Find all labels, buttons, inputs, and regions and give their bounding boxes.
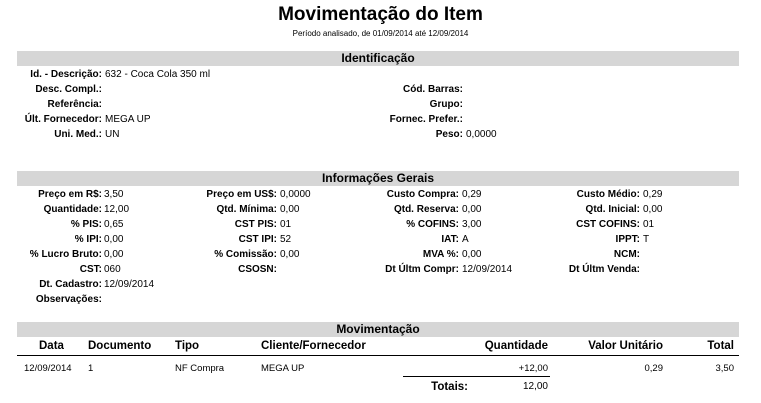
totals-rule [403, 376, 550, 377]
id-descricao-label: Id. - Descrição: [30, 69, 102, 80]
ult-fornecedor-value: MEGA UP [105, 114, 151, 125]
row-cliente: MEGA UP [261, 363, 305, 374]
dt-cadastro-value: 12/09/2014 [104, 279, 155, 290]
ipi-label: % IPI: [74, 234, 102, 245]
totais-label: Totais: [431, 381, 468, 393]
csosn-label: CSOSN: [238, 264, 277, 275]
quantidade-label: Quantidade: [43, 204, 102, 215]
mva-value: 0,00 [462, 249, 482, 260]
cst-pis-label: CST PIS: [234, 219, 277, 230]
dt-ultm-compr-label: Dt Últm Compr: [385, 264, 459, 275]
row-tipo: NF Compra [175, 363, 225, 374]
desc-compl-label: Desc. Compl.: [35, 84, 102, 95]
uni-med-label: Uni. Med.: [54, 129, 102, 140]
custo-medio-label: Custo Médio: [576, 189, 640, 200]
cod-barras-label: Cód. Barras: [402, 84, 463, 95]
custo-compra-value: 0,29 [462, 189, 482, 200]
pis-value: 0,65 [104, 219, 124, 230]
row-data: 12/09/2014 [24, 363, 72, 374]
table-header-rule [17, 355, 739, 356]
cofins-label: % COFINS: [406, 219, 459, 230]
qtd-inicial-value: 0,00 [643, 204, 663, 215]
column-header-cliente: Cliente/Fornecedor [261, 340, 366, 352]
comissao-value: 0,00 [280, 249, 300, 260]
qtd-minima-value: 0,00 [280, 204, 300, 215]
dt-ultm-compr-value: 12/09/2014 [462, 264, 513, 275]
column-header-quantidade: Quantidade [484, 340, 548, 352]
mva-label: MVA %: [422, 249, 459, 260]
column-header-tipo: Tipo [175, 340, 200, 352]
iat-label: IAT: [441, 234, 459, 245]
grupo-label: Grupo: [429, 99, 463, 110]
row-documento: 1 [88, 363, 94, 374]
cst-cofins-label: CST COFINS: [576, 219, 640, 230]
lucro-bruto-label: % Lucro Bruto: [29, 249, 102, 260]
qtd-reserva-label: Qtd. Reserva: [393, 204, 459, 215]
fornec-prefer-label: Fornec. Prefer.: [389, 114, 463, 125]
row-total: 3,50 [715, 363, 734, 374]
ippt-value: T [643, 234, 650, 245]
cst-pis-value: 01 [280, 219, 292, 230]
preco-us-value: 0,0000 [280, 189, 311, 200]
cst-ipi-label: CST IPI: [238, 234, 277, 245]
qtd-reserva-value: 0,00 [462, 204, 482, 215]
column-header-data: Data [39, 340, 64, 352]
custo-medio-value: 0,29 [643, 189, 663, 200]
cst-value: 060 [104, 264, 121, 275]
row-quantidade: +12,00 [518, 363, 548, 374]
comissao-label: % Comissão: [214, 249, 277, 260]
column-header-valor-unitario: Valor Unitário [588, 340, 663, 352]
ipi-value: 0,00 [104, 234, 124, 245]
cst-label: CST: [79, 264, 102, 275]
custo-compra-label: Custo Compra: [386, 189, 459, 200]
column-header-total: Total [707, 340, 734, 352]
id-descricao-value: 632 - Coca Cola 350 ml [105, 69, 211, 80]
peso-label: Peso: [435, 129, 463, 140]
ncm-label: NCM: [613, 249, 640, 260]
pis-label: % PIS: [70, 219, 102, 230]
dt-ultm-venda-label: Dt Últm Venda: [568, 264, 640, 275]
preco-rs-label: Preço em R$: [38, 189, 102, 200]
ippt-label: IPPT: [615, 234, 640, 245]
column-header-documento: Documento [88, 340, 152, 352]
report-title: Movimentação do Item [278, 4, 483, 25]
section-header-movimentacao: Movimentação [17, 322, 739, 337]
section-header-informacoes-gerais: Informações Gerais [17, 171, 739, 186]
report-period: Período analisado, de 01/09/2014 até 12/09/2014 [292, 29, 469, 38]
iat-value: A [462, 234, 469, 245]
observacoes-label: Observações: [35, 294, 102, 305]
qtd-inicial-label: Qtd. Inicial: [585, 204, 640, 215]
qtd-minima-label: Qtd. Mínima: [216, 204, 277, 215]
totais-quantidade: 12,00 [522, 381, 548, 392]
uni-med-value: UN [105, 129, 120, 140]
preco-us-label: Preço em US$: [206, 189, 277, 200]
cst-cofins-value: 01 [643, 219, 655, 230]
cofins-value: 3,00 [462, 219, 482, 230]
row-valor-unitario: 0,29 [644, 363, 663, 374]
preco-rs-value: 3,50 [104, 189, 124, 200]
quantidade-value: 12,00 [104, 204, 130, 215]
peso-value: 0,0000 [466, 129, 497, 140]
referencia-label: Referência: [47, 99, 102, 110]
dt-cadastro-label: Dt. Cadastro: [39, 279, 102, 290]
ult-fornecedor-label: Últ. Fornecedor: [24, 114, 102, 125]
cst-ipi-value: 52 [280, 234, 292, 245]
lucro-bruto-value: 0,00 [104, 249, 124, 260]
section-header-identificacao: Identificação [17, 51, 739, 66]
